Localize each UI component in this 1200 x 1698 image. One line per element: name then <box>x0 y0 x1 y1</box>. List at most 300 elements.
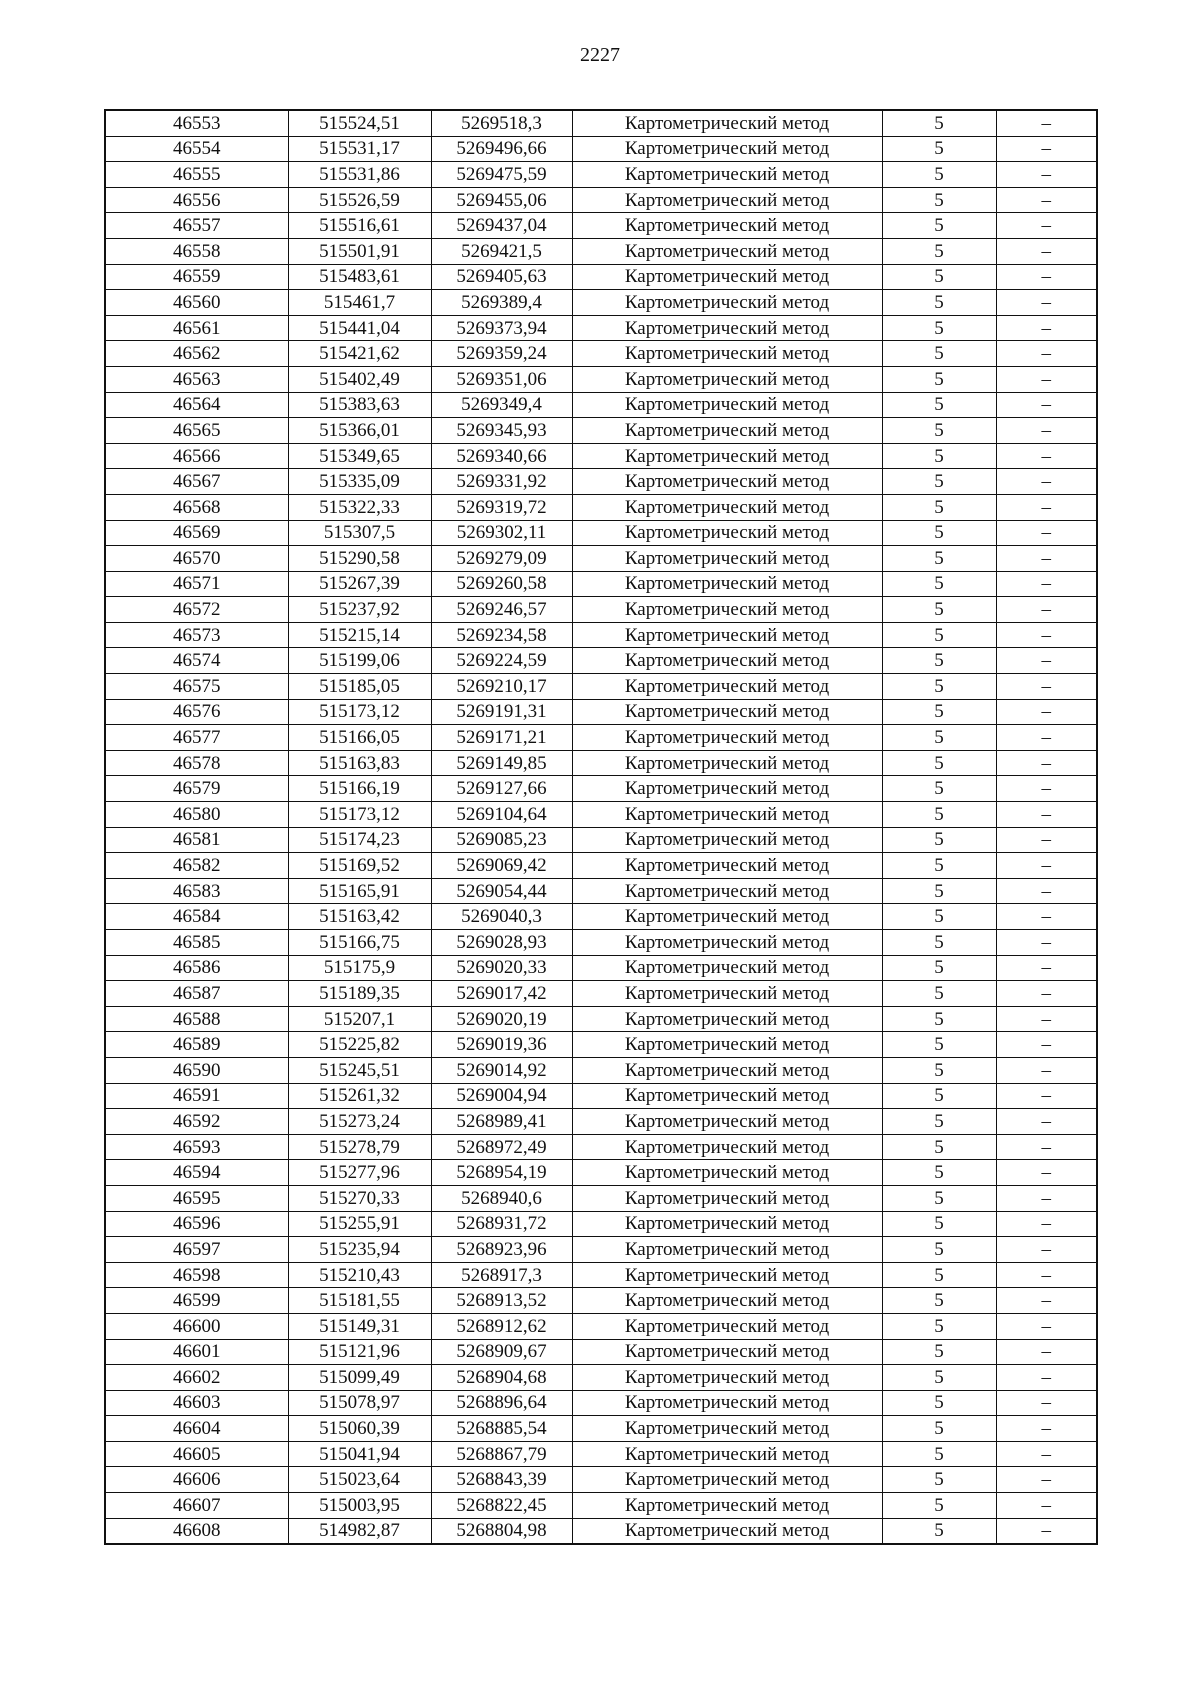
point-number-cell: 46579 <box>105 776 288 802</box>
method-cell: Картометрический метод <box>572 1211 882 1237</box>
x-coordinate-cell: 515516,61 <box>288 213 431 239</box>
accuracy-cell: 5 <box>882 955 996 981</box>
description-cell: – <box>996 1416 1097 1442</box>
table-row <box>105 827 1097 853</box>
description-cell: – <box>996 750 1097 776</box>
x-coordinate-cell: 515245,51 <box>288 1057 431 1083</box>
x-coordinate-cell: 515189,35 <box>288 981 431 1007</box>
accuracy-cell: 5 <box>882 1313 996 1339</box>
accuracy-cell: 5 <box>882 110 996 136</box>
table-row <box>105 469 1097 495</box>
description-cell: – <box>996 878 1097 904</box>
point-number-cell: 46588 <box>105 1006 288 1032</box>
x-coordinate-cell: 515531,86 <box>288 162 431 188</box>
x-coordinate-cell: 515210,43 <box>288 1262 431 1288</box>
point-number-cell: 46567 <box>105 469 288 495</box>
y-coordinate-cell: 5268972,49 <box>431 1134 572 1160</box>
description-cell: – <box>996 443 1097 469</box>
y-coordinate-cell: 5269349,4 <box>431 392 572 418</box>
x-coordinate-cell: 515169,52 <box>288 853 431 879</box>
description-cell: – <box>996 136 1097 162</box>
accuracy-cell: 5 <box>882 571 996 597</box>
description-cell: – <box>996 1288 1097 1314</box>
y-coordinate-cell: 5269054,44 <box>431 878 572 904</box>
description-cell: – <box>996 1057 1097 1083</box>
method-cell: Картометрический метод <box>572 1467 882 1493</box>
accuracy-cell: 5 <box>882 238 996 264</box>
description-cell: – <box>996 648 1097 674</box>
method-cell: Картометрический метод <box>572 1109 882 1135</box>
table-row <box>105 1134 1097 1160</box>
accuracy-cell: 5 <box>882 1416 996 1442</box>
x-coordinate-cell: 515383,63 <box>288 392 431 418</box>
x-coordinate-cell: 515461,7 <box>288 290 431 316</box>
method-cell: Картометрический метод <box>572 955 882 981</box>
accuracy-cell: 5 <box>882 1211 996 1237</box>
method-cell: Картометрический метод <box>572 1339 882 1365</box>
point-number-cell: 46598 <box>105 1262 288 1288</box>
point-number-cell: 46589 <box>105 1032 288 1058</box>
x-coordinate-cell: 515041,94 <box>288 1441 431 1467</box>
method-cell: Картометрический метод <box>572 1160 882 1186</box>
table-row <box>105 571 1097 597</box>
description-cell: – <box>996 1083 1097 1109</box>
x-coordinate-cell: 515531,17 <box>288 136 431 162</box>
table-row <box>105 494 1097 520</box>
description-cell: – <box>996 264 1097 290</box>
accuracy-cell: 5 <box>882 1339 996 1365</box>
accuracy-cell: 5 <box>882 1518 996 1544</box>
description-cell: – <box>996 520 1097 546</box>
y-coordinate-cell: 5269040,3 <box>431 904 572 930</box>
y-coordinate-cell: 5269345,93 <box>431 418 572 444</box>
method-cell: Картометрический метод <box>572 290 882 316</box>
description-cell: – <box>996 571 1097 597</box>
y-coordinate-cell: 5269421,5 <box>431 238 572 264</box>
method-cell: Картометрический метод <box>572 341 882 367</box>
point-number-cell: 46573 <box>105 622 288 648</box>
point-number-cell: 46571 <box>105 571 288 597</box>
accuracy-cell: 5 <box>882 366 996 392</box>
y-coordinate-cell: 5269359,24 <box>431 341 572 367</box>
point-number-cell: 46566 <box>105 443 288 469</box>
description-cell: – <box>996 546 1097 572</box>
table-row <box>105 136 1097 162</box>
table-row <box>105 546 1097 572</box>
x-coordinate-cell: 515173,12 <box>288 802 431 828</box>
y-coordinate-cell: 5268896,64 <box>431 1390 572 1416</box>
point-number-cell: 46590 <box>105 1057 288 1083</box>
method-cell: Картометрический метод <box>572 1185 882 1211</box>
point-number-cell: 46555 <box>105 162 288 188</box>
table-row <box>105 904 1097 930</box>
x-coordinate-cell: 515526,59 <box>288 187 431 213</box>
method-cell: Картометрический метод <box>572 1032 882 1058</box>
description-cell: – <box>996 1467 1097 1493</box>
method-cell: Картометрический метод <box>572 1416 882 1442</box>
x-coordinate-cell: 515185,05 <box>288 674 431 700</box>
table-row <box>105 930 1097 956</box>
description-cell: – <box>996 1339 1097 1365</box>
y-coordinate-cell: 5269351,06 <box>431 366 572 392</box>
y-coordinate-cell: 5268822,45 <box>431 1493 572 1519</box>
method-cell: Картометрический метод <box>572 366 882 392</box>
table-row <box>105 110 1097 136</box>
y-coordinate-cell: 5269191,31 <box>431 699 572 725</box>
method-cell: Картометрический метод <box>572 776 882 802</box>
method-cell: Картометрический метод <box>572 520 882 546</box>
description-cell: – <box>996 981 1097 1007</box>
x-coordinate-cell: 515335,09 <box>288 469 431 495</box>
point-number-cell: 46575 <box>105 674 288 700</box>
x-coordinate-cell: 515235,94 <box>288 1237 431 1263</box>
point-number-cell: 46603 <box>105 1390 288 1416</box>
accuracy-cell: 5 <box>882 341 996 367</box>
coordinates-table <box>104 109 1098 1545</box>
accuracy-cell: 5 <box>882 750 996 776</box>
table-row <box>105 443 1097 469</box>
y-coordinate-cell: 5269302,11 <box>431 520 572 546</box>
y-coordinate-cell: 5268923,96 <box>431 1237 572 1263</box>
y-coordinate-cell: 5269475,59 <box>431 162 572 188</box>
description-cell: – <box>996 674 1097 700</box>
point-number-cell: 46557 <box>105 213 288 239</box>
table-row <box>105 238 1097 264</box>
table-row <box>105 981 1097 1007</box>
table-row <box>105 597 1097 623</box>
point-number-cell: 46604 <box>105 1416 288 1442</box>
x-coordinate-cell: 515290,58 <box>288 546 431 572</box>
description-cell: – <box>996 904 1097 930</box>
accuracy-cell: 5 <box>882 213 996 239</box>
table-row <box>105 1390 1097 1416</box>
x-coordinate-cell: 515366,01 <box>288 418 431 444</box>
method-cell: Картометрический метод <box>572 1288 882 1314</box>
accuracy-cell: 5 <box>882 136 996 162</box>
accuracy-cell: 5 <box>882 1390 996 1416</box>
method-cell: Картометрический метод <box>572 392 882 418</box>
description-cell: – <box>996 725 1097 751</box>
description-cell: – <box>996 853 1097 879</box>
description-cell: – <box>996 366 1097 392</box>
table-row <box>105 418 1097 444</box>
table-row <box>105 1339 1097 1365</box>
x-coordinate-cell: 515149,31 <box>288 1313 431 1339</box>
accuracy-cell: 5 <box>882 520 996 546</box>
accuracy-cell: 5 <box>882 1262 996 1288</box>
point-number-cell: 46583 <box>105 878 288 904</box>
y-coordinate-cell: 5269020,19 <box>431 1006 572 1032</box>
method-cell: Картометрический метод <box>572 187 882 213</box>
description-cell: – <box>996 1518 1097 1544</box>
x-coordinate-cell: 515441,04 <box>288 315 431 341</box>
y-coordinate-cell: 5269104,64 <box>431 802 572 828</box>
description-cell: – <box>996 1006 1097 1032</box>
x-coordinate-cell: 515267,39 <box>288 571 431 597</box>
table-row <box>105 1262 1097 1288</box>
x-coordinate-cell: 515270,33 <box>288 1185 431 1211</box>
method-cell: Картометрический метод <box>572 136 882 162</box>
table-row <box>105 776 1097 802</box>
description-cell: – <box>996 1441 1097 1467</box>
y-coordinate-cell: 5269260,58 <box>431 571 572 597</box>
method-cell: Картометрический метод <box>572 571 882 597</box>
method-cell: Картометрический метод <box>572 546 882 572</box>
accuracy-cell: 5 <box>882 264 996 290</box>
table-row <box>105 674 1097 700</box>
description-cell: – <box>996 110 1097 136</box>
description-cell: – <box>996 418 1097 444</box>
point-number-cell: 46591 <box>105 1083 288 1109</box>
method-cell: Картометрический метод <box>572 981 882 1007</box>
accuracy-cell: 5 <box>882 1365 996 1391</box>
method-cell: Картометрический метод <box>572 443 882 469</box>
accuracy-cell: 5 <box>882 392 996 418</box>
y-coordinate-cell: 5268940,6 <box>431 1185 572 1211</box>
x-coordinate-cell: 515078,97 <box>288 1390 431 1416</box>
y-coordinate-cell: 5269455,06 <box>431 187 572 213</box>
method-cell: Картометрический метод <box>572 674 882 700</box>
table-row <box>105 1211 1097 1237</box>
y-coordinate-cell: 5269496,66 <box>431 136 572 162</box>
table-row <box>105 1083 1097 1109</box>
accuracy-cell: 5 <box>882 802 996 828</box>
method-cell: Картометрический метод <box>572 162 882 188</box>
point-number-cell: 46569 <box>105 520 288 546</box>
point-number-cell: 46584 <box>105 904 288 930</box>
y-coordinate-cell: 5269028,93 <box>431 930 572 956</box>
method-cell: Картометрический метод <box>572 699 882 725</box>
y-coordinate-cell: 5268904,68 <box>431 1365 572 1391</box>
x-coordinate-cell: 514982,87 <box>288 1518 431 1544</box>
x-coordinate-cell: 515261,32 <box>288 1083 431 1109</box>
table-row <box>105 1313 1097 1339</box>
accuracy-cell: 5 <box>882 1006 996 1032</box>
point-number-cell: 46577 <box>105 725 288 751</box>
y-coordinate-cell: 5268931,72 <box>431 1211 572 1237</box>
method-cell: Картометрический метод <box>572 1365 882 1391</box>
description-cell: – <box>996 1185 1097 1211</box>
table-row <box>105 878 1097 904</box>
point-number-cell: 46596 <box>105 1211 288 1237</box>
x-coordinate-cell: 515175,9 <box>288 955 431 981</box>
method-cell: Картометрический метод <box>572 1390 882 1416</box>
point-number-cell: 46556 <box>105 187 288 213</box>
table-row <box>105 1518 1097 1544</box>
x-coordinate-cell: 515277,96 <box>288 1160 431 1186</box>
description-cell: – <box>996 1032 1097 1058</box>
method-cell: Картометрический метод <box>572 878 882 904</box>
accuracy-cell: 5 <box>882 443 996 469</box>
point-number-cell: 46576 <box>105 699 288 725</box>
table-row <box>105 802 1097 828</box>
coordinates-table-body <box>105 110 1097 1544</box>
table-row <box>105 187 1097 213</box>
point-number-cell: 46572 <box>105 597 288 623</box>
table-row <box>105 622 1097 648</box>
table-row <box>105 699 1097 725</box>
method-cell: Картометрический метод <box>572 1441 882 1467</box>
point-number-cell: 46560 <box>105 290 288 316</box>
y-coordinate-cell: 5269020,33 <box>431 955 572 981</box>
point-number-cell: 46581 <box>105 827 288 853</box>
accuracy-cell: 5 <box>882 648 996 674</box>
x-coordinate-cell: 515099,49 <box>288 1365 431 1391</box>
x-coordinate-cell: 515421,62 <box>288 341 431 367</box>
x-coordinate-cell: 515166,75 <box>288 930 431 956</box>
description-cell: – <box>996 802 1097 828</box>
y-coordinate-cell: 5268843,39 <box>431 1467 572 1493</box>
point-number-cell: 46578 <box>105 750 288 776</box>
y-coordinate-cell: 5269017,42 <box>431 981 572 1007</box>
description-cell: – <box>996 162 1097 188</box>
method-cell: Картометрический метод <box>572 904 882 930</box>
x-coordinate-cell: 515173,12 <box>288 699 431 725</box>
y-coordinate-cell: 5269019,36 <box>431 1032 572 1058</box>
x-coordinate-cell: 515163,42 <box>288 904 431 930</box>
description-cell: – <box>996 1313 1097 1339</box>
method-cell: Картометрический метод <box>572 418 882 444</box>
accuracy-cell: 5 <box>882 469 996 495</box>
y-coordinate-cell: 5269319,72 <box>431 494 572 520</box>
method-cell: Картометрический метод <box>572 1006 882 1032</box>
method-cell: Картометрический метод <box>572 315 882 341</box>
accuracy-cell: 5 <box>882 1441 996 1467</box>
y-coordinate-cell: 5268989,41 <box>431 1109 572 1135</box>
x-coordinate-cell: 515255,91 <box>288 1211 431 1237</box>
method-cell: Картометрический метод <box>572 1518 882 1544</box>
description-cell: – <box>996 1134 1097 1160</box>
method-cell: Картометрический метод <box>572 802 882 828</box>
description-cell: – <box>996 699 1097 725</box>
table-row <box>105 1441 1097 1467</box>
description-cell: – <box>996 827 1097 853</box>
x-coordinate-cell: 515121,96 <box>288 1339 431 1365</box>
description-cell: – <box>996 392 1097 418</box>
x-coordinate-cell: 515060,39 <box>288 1416 431 1442</box>
y-coordinate-cell: 5268917,3 <box>431 1262 572 1288</box>
y-coordinate-cell: 5269171,21 <box>431 725 572 751</box>
point-number-cell: 46585 <box>105 930 288 956</box>
description-cell: – <box>996 1237 1097 1263</box>
point-number-cell: 46565 <box>105 418 288 444</box>
x-coordinate-cell: 515349,65 <box>288 443 431 469</box>
accuracy-cell: 5 <box>882 290 996 316</box>
y-coordinate-cell: 5268954,19 <box>431 1160 572 1186</box>
table-row <box>105 1467 1097 1493</box>
description-cell: – <box>996 238 1097 264</box>
description-cell: – <box>996 622 1097 648</box>
x-coordinate-cell: 515166,05 <box>288 725 431 751</box>
method-cell: Картометрический метод <box>572 469 882 495</box>
description-cell: – <box>996 213 1097 239</box>
y-coordinate-cell: 5269004,94 <box>431 1083 572 1109</box>
accuracy-cell: 5 <box>882 1134 996 1160</box>
table-row <box>105 1109 1097 1135</box>
accuracy-cell: 5 <box>882 1185 996 1211</box>
point-number-cell: 46593 <box>105 1134 288 1160</box>
x-coordinate-cell: 515278,79 <box>288 1134 431 1160</box>
table-row <box>105 853 1097 879</box>
accuracy-cell: 5 <box>882 1160 996 1186</box>
description-cell: – <box>996 315 1097 341</box>
point-number-cell: 46568 <box>105 494 288 520</box>
description-cell: – <box>996 776 1097 802</box>
method-cell: Картометрический метод <box>572 238 882 264</box>
y-coordinate-cell: 5269069,42 <box>431 853 572 879</box>
accuracy-cell: 5 <box>882 1237 996 1263</box>
table-row <box>105 1160 1097 1186</box>
accuracy-cell: 5 <box>882 878 996 904</box>
y-coordinate-cell: 5268885,54 <box>431 1416 572 1442</box>
table-row <box>105 648 1097 674</box>
y-coordinate-cell: 5269127,66 <box>431 776 572 802</box>
method-cell: Картометрический метод <box>572 110 882 136</box>
point-number-cell: 46558 <box>105 238 288 264</box>
point-number-cell: 46592 <box>105 1109 288 1135</box>
y-coordinate-cell: 5269246,57 <box>431 597 572 623</box>
x-coordinate-cell: 515174,23 <box>288 827 431 853</box>
method-cell: Картометрический метод <box>572 1237 882 1263</box>
y-coordinate-cell: 5269437,04 <box>431 213 572 239</box>
y-coordinate-cell: 5269014,92 <box>431 1057 572 1083</box>
description-cell: – <box>996 1109 1097 1135</box>
table-row <box>105 1237 1097 1263</box>
description-cell: – <box>996 1390 1097 1416</box>
point-number-cell: 46563 <box>105 366 288 392</box>
method-cell: Картометрический метод <box>572 648 882 674</box>
point-number-cell: 46574 <box>105 648 288 674</box>
accuracy-cell: 5 <box>882 622 996 648</box>
accuracy-cell: 5 <box>882 418 996 444</box>
accuracy-cell: 5 <box>882 853 996 879</box>
method-cell: Картометрический метод <box>572 827 882 853</box>
table-row <box>105 366 1097 392</box>
point-number-cell: 46594 <box>105 1160 288 1186</box>
point-number-cell: 46553 <box>105 110 288 136</box>
y-coordinate-cell: 5269340,66 <box>431 443 572 469</box>
point-number-cell: 46606 <box>105 1467 288 1493</box>
x-coordinate-cell: 515166,19 <box>288 776 431 802</box>
table-row <box>105 162 1097 188</box>
x-coordinate-cell: 515163,83 <box>288 750 431 776</box>
description-cell: – <box>996 341 1097 367</box>
y-coordinate-cell: 5269224,59 <box>431 648 572 674</box>
x-coordinate-cell: 515215,14 <box>288 622 431 648</box>
method-cell: Картометрический метод <box>572 1083 882 1109</box>
table-row <box>105 1006 1097 1032</box>
point-number-cell: 46561 <box>105 315 288 341</box>
x-coordinate-cell: 515225,82 <box>288 1032 431 1058</box>
description-cell: – <box>996 1211 1097 1237</box>
point-number-cell: 46602 <box>105 1365 288 1391</box>
x-coordinate-cell: 515501,91 <box>288 238 431 264</box>
description-cell: – <box>996 930 1097 956</box>
y-coordinate-cell: 5269373,94 <box>431 315 572 341</box>
method-cell: Картометрический метод <box>572 1262 882 1288</box>
x-coordinate-cell: 515003,95 <box>288 1493 431 1519</box>
description-cell: – <box>996 955 1097 981</box>
accuracy-cell: 5 <box>882 187 996 213</box>
accuracy-cell: 5 <box>882 494 996 520</box>
point-number-cell: 46608 <box>105 1518 288 1544</box>
point-number-cell: 46562 <box>105 341 288 367</box>
x-coordinate-cell: 515237,92 <box>288 597 431 623</box>
point-number-cell: 46597 <box>105 1237 288 1263</box>
table-row <box>105 520 1097 546</box>
point-number-cell: 46559 <box>105 264 288 290</box>
accuracy-cell: 5 <box>882 1288 996 1314</box>
